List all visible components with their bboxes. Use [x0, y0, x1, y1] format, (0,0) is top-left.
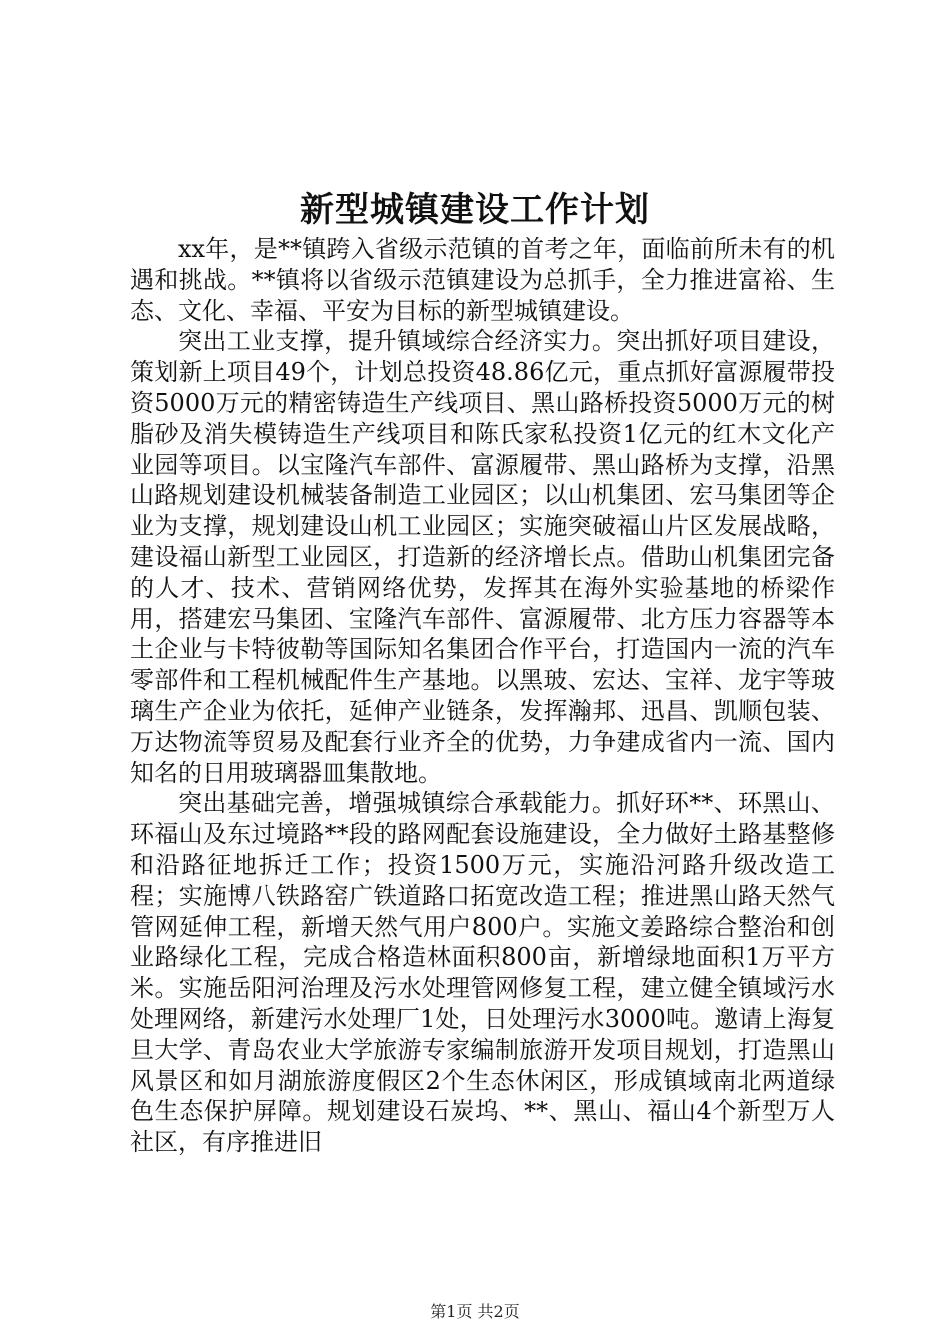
document-body	[130, 234, 835, 1158]
document-title: 新型城镇建设工作计划	[300, 190, 650, 230]
paragraph-infrastructure: 突出基础完善，增强城镇综合承载能力。抓好环**、环黑山、环福山及东过境路**段的路网配套设施建设，全力做好土路基整修和沿路征地拆迁工作；投资1500万元，实施沿河路升级改造工程；实施博八铁路窑广铁道路口拓宽改造工程；推进黑山路天然气管网延伸工程，新增天然气用户800户。实施文姜路综合整治和创业路绿化工程，完成合格造林面积800亩，新增绿地面积1万平方米。实施岳阳河治理及污水处理管网修复工程，建立健全镇域污水处理网络，新建污水处理厂1处，日处理污水3000吨。邀请上海复旦大学、青岛农业大学旅游专家编制旅游开发项目规划，打造黑山风景区和如月湖旅游度假区2个生态休闲区，形成镇域南北两道绿色生态保护屏障。规划建设石炭坞、**、黑山、福山4个新型万人社区，有序推进旧	[130, 789, 835, 1157]
page-footer: 第1页 共2页	[430, 1302, 520, 1321]
paragraph-industry: 突出工业支撑，提升镇域综合经济实力。突出抓好项目建设，策划新上项目49个，计划总投资48.86亿元，重点抓好富源履带投资5000万元的精密铸造生产线项目、黑山路桥投资5000万元的树脂砂及消失模铸造生产线项目和陈氏家私投资1亿元的红木文化产业园等项目。以宝隆汽车部件、富源履带、黑山路桥为支撑，沿黑山路规划建设机械装备制造工业园区；以山机集团、宏马集团等企业为支撑，规划建设山机工业园区；实施突破福山片区发展战略，建设福山新型工业园区，打造新的经济增长点。借助山机集团完备的人才、技术、营销网络优势，发挥其在海外实验基地的桥梁作用，搭建宏马集团、宝隆汽车部件、富源履带、北方压力容器等本土企业与卡特彼勒等国际知名集团合作平台，打造国内一流的汽车零部件和工程机械配件生产基地。以黑玻、宏达、宝祥、龙宇等玻璃生产企业为依托，延伸产业链条，发挥瀚邦、迅昌、凯顺包装、万达物流等贸易及配套行业齐全的优势，力争建成省内一流、国内知名的日用玻璃器皿集散地。	[130, 327, 835, 787]
paragraph-intro: xx年，是**镇跨入省级示范镇的首考之年，面临前所未有的机遇和挑战。**镇将以省级示范镇建设为总抓手，全力推进富裕、生态、文化、幸福、平安为目标的新型城镇建设。	[130, 235, 835, 325]
